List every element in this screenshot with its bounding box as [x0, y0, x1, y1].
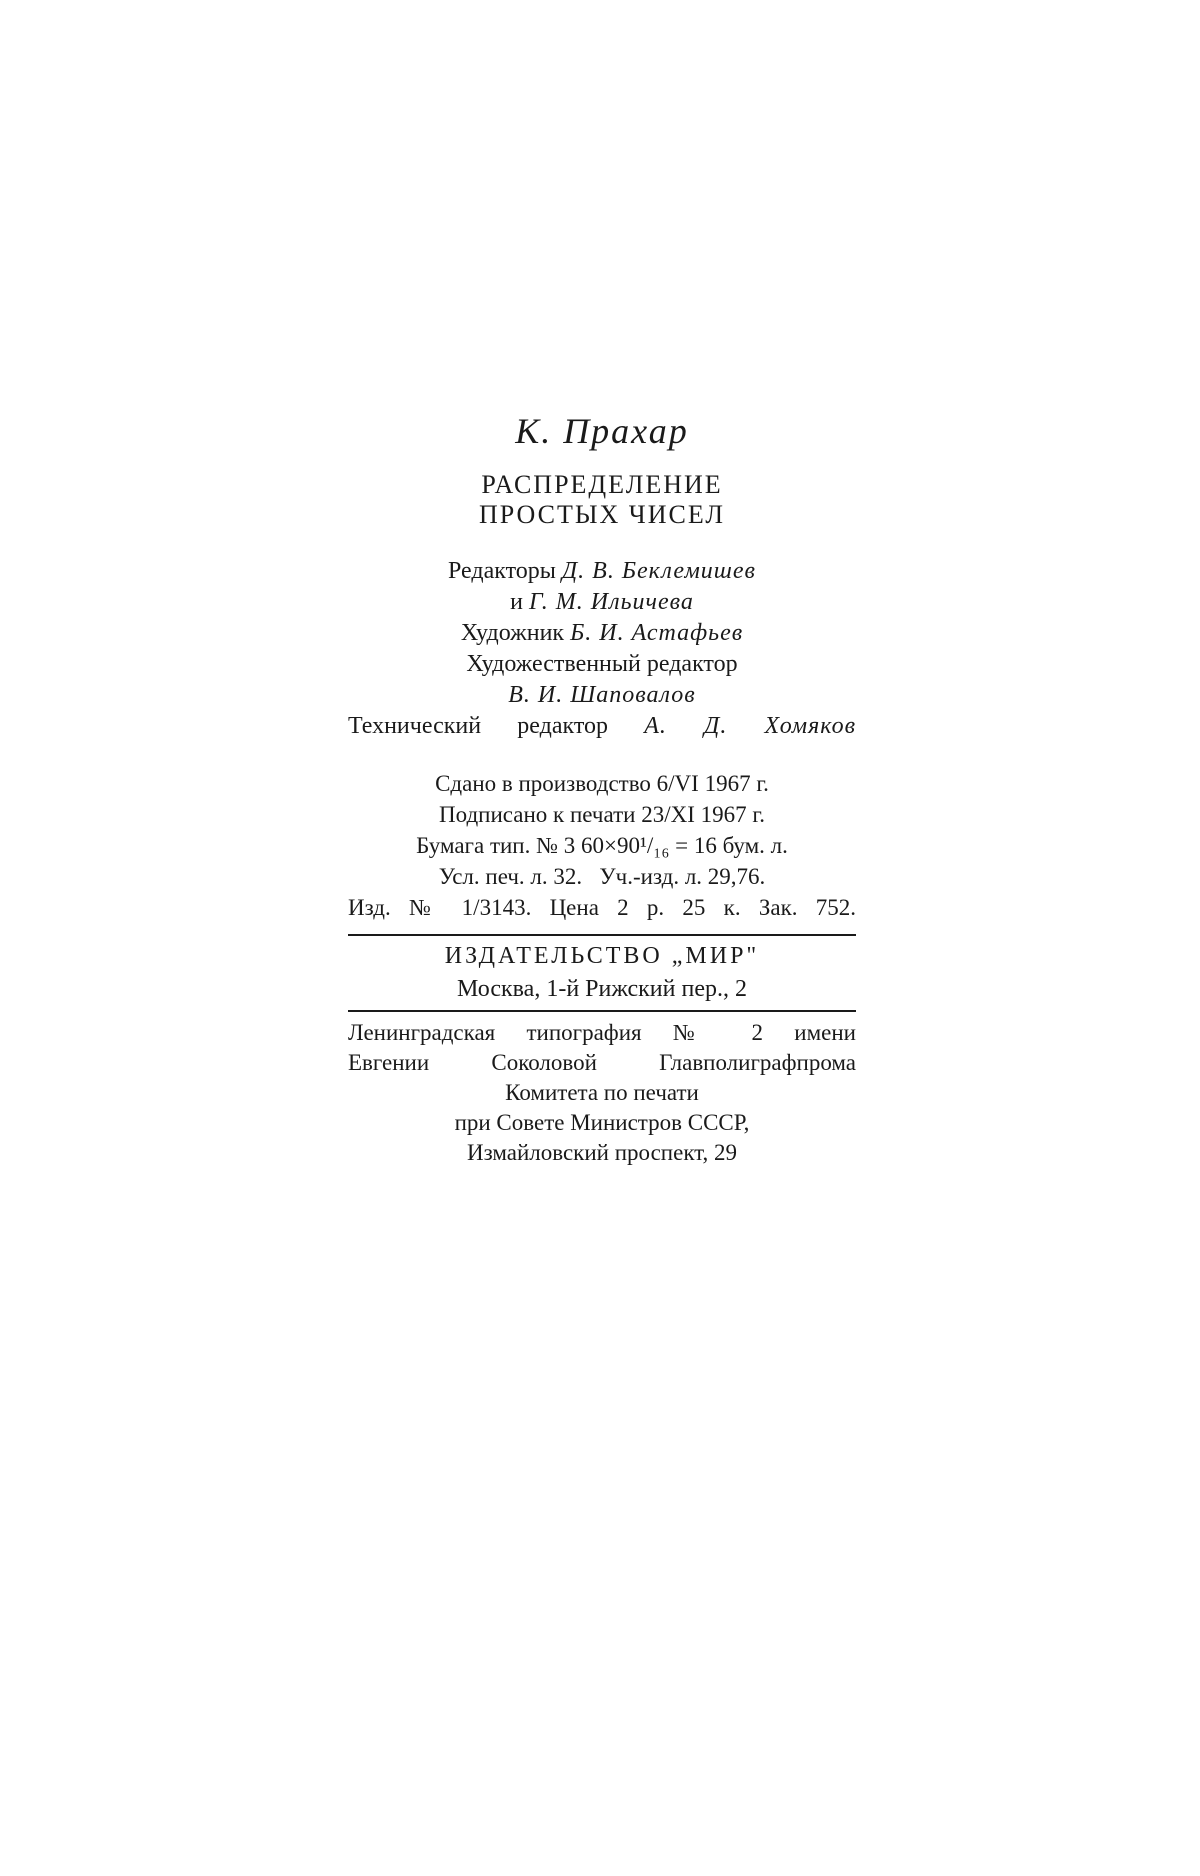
editor-2: Г. М. Ильичева — [528, 589, 694, 615]
publisher-block — [348, 940, 856, 1006]
printer-line-3: Комитета по печати — [505, 1080, 699, 1105]
publisher-address: Москва, 1-й Рижский пер., 2 — [457, 976, 747, 1002]
artist-name: Б. И. Астафьев — [570, 620, 744, 646]
print-line-4: Усл. печ. л. 32. Уч.-изд. л. 29,76. — [438, 864, 766, 889]
printer-line-5: Измайловский проспект, 29 — [466, 1140, 738, 1165]
printer-block — [348, 1018, 856, 1168]
title-line-2: ПРОСТЫХ ЧИСЕЛ — [478, 500, 725, 529]
author-name: К. Прахар — [515, 411, 689, 451]
tech-editor-line — [348, 711, 856, 742]
editor-1: Д. В. Беклемишев — [561, 558, 756, 584]
art-editor-name: В. И. Шаповалов — [508, 682, 696, 708]
print-line-5: Изд. № 1/3143. Цена 2 р. 25 к. Зак. 752. — [348, 895, 856, 920]
printer-line-4: при Совете Министров СССР, — [454, 1110, 750, 1135]
credits-block — [348, 556, 856, 742]
printer-line-1: Ленинградская типография № 2 имени — [348, 1020, 856, 1045]
tech-editor-label: Технический редактор — [348, 713, 608, 739]
artist-line — [348, 618, 856, 649]
editors-line-2 — [348, 587, 856, 618]
editors-label: Редакторы — [448, 558, 556, 584]
divider-bottom — [348, 1010, 856, 1012]
publisher-name: ИЗДАТЕЛЬСТВО „МИР" — [444, 943, 760, 969]
editors-line — [348, 556, 856, 587]
print-info — [348, 768, 856, 923]
printer-line-2: Евгении Соколовой Главполиграфпрома — [348, 1050, 856, 1075]
and-word: и — [510, 589, 523, 615]
print-line-2: Подписано к печати 23/XI 1967 г. — [439, 802, 765, 827]
artist-label: Художник — [460, 620, 565, 646]
print-line-1: Сдано в производство 6/VI 1967 г. — [435, 771, 769, 796]
divider-top — [348, 934, 856, 936]
title-line-1: РАСПРЕДЕЛЕНИЕ — [481, 470, 723, 499]
tech-editor-name: А. Д. Хомяков — [644, 713, 856, 739]
book-title — [348, 470, 856, 530]
art-editor-label: Художественный редактор — [466, 651, 738, 677]
print-line-3: Бумага тип. № 3 60×90¹/₁₆ = 16 бум. л. — [416, 833, 788, 858]
